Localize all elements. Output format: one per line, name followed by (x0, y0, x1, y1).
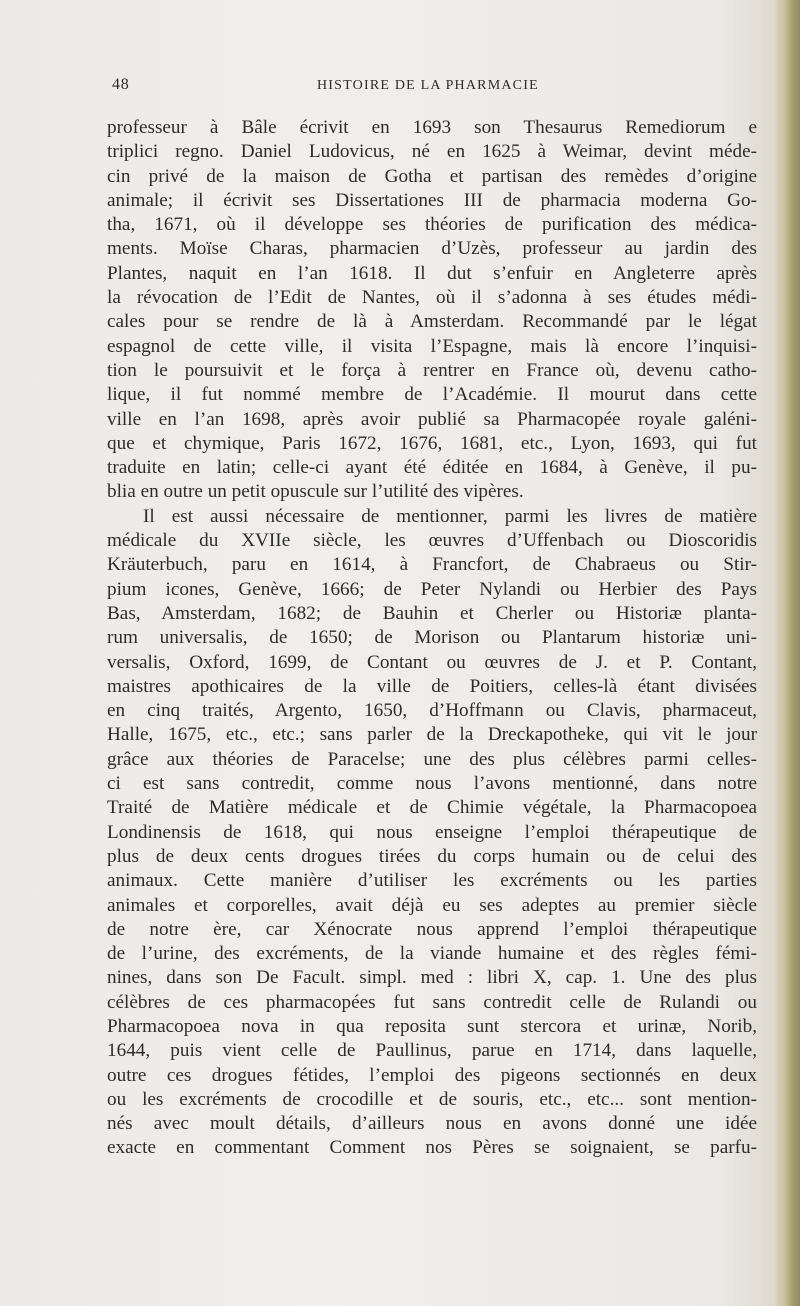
text-line: Halle, 1675, etc., etc.; sans parler de la Dreckapotheke, qui vit le jour (107, 724, 757, 746)
text-line: traduite en latin; celle-ci ayant été éditée en 1684, à Genève, il pu- (107, 457, 757, 479)
text-line: tion le poursuivit et le força à rentrer en France où, devenu catho- (107, 359, 757, 381)
page-edge-shadow (774, 0, 800, 1306)
text-line: lique, il fut nommé membre de l’Académie. Il mourut dans cette (107, 384, 757, 406)
text-line: triplici regno. Daniel Ludovicus, né en 1625 à Weimar, devint méde- (107, 141, 757, 163)
text-line: ments. Moïse Charas, pharmacien d’Uzès, professeur au jardin des (107, 238, 757, 260)
text-line: cales pour se rendre de là à Amsterdam. Recommandé par le légat (107, 311, 757, 333)
text-line: 1644, puis vient celle de Paullinus, parue en 1714, dans laquelle, (107, 1040, 757, 1062)
text-line: Kräuterbuch, paru en 1614, à Francfort, de Chabraeus ou Stir- (107, 554, 757, 576)
page-number: 48 (112, 76, 130, 93)
text-line: en cinq traités, Argento, 1650, d’Hoffmann ou Clavis, pharmaceut, (107, 700, 757, 722)
text-line: Pharmacopoea nova in qua reposita sunt stercora et urinæ, Norib, (107, 1015, 757, 1037)
text-line: ci est sans contredit, comme nous l’avons mentionné, dans notre (107, 773, 757, 795)
text-line: professeur à Bâle écrivit en 1693 son Thesaurus Remediorum e (107, 117, 757, 138)
text-line: outre ces drogues fétides, l’emploi des pigeons sectionnés en deux (107, 1064, 757, 1086)
body-text (107, 116, 757, 1161)
text-line: cin privé de la maison de Gotha et partisan des remèdes d’origine (107, 165, 757, 187)
text-line: nés avec moult détails, d’ailleurs nous en avons donné une idée (107, 1113, 757, 1135)
text-line: Londinensis de 1618, qui nous enseigne l’emploi thérapeutique de (107, 821, 757, 843)
text-line: Il est aussi nécessaire de mentionner, parmi les livres de matière (143, 505, 757, 527)
text-line: pium icones, Genève, 1666; de Peter Nylandi ou Herbier des Pays (107, 578, 757, 600)
text-line: espagnol de cette ville, il visita l’Espagne, mais là encore l’inquisi- (107, 335, 757, 357)
text-line: Plantes, naquit en l’an 1618. Il dut s’enfuir en Angleterre après (107, 262, 757, 284)
text-line: de l’urine, des excréments, de la viande humaine et des règles fémi- (107, 943, 757, 965)
text-line: grâce aux théories de Paracelse; une des plus célèbres parmi celles- (107, 748, 757, 770)
text-line: que et chymique, Paris 1672, 1676, 1681, etc., Lyon, 1693, qui fut (107, 432, 757, 454)
text-line: plus de deux cents drogues tirées du corps humain ou de celui des (107, 845, 757, 867)
text-line: tha, 1671, où il développe ses théories de purification des médica- (107, 214, 757, 236)
text-line: Bas, Amsterdam, 1682; de Bauhin et Cherler ou Historiæ planta- (107, 602, 757, 624)
text-line: Traité de Matière médicale et de Chimie végétale, la Pharmacopoea (107, 797, 757, 819)
running-title: HISTOIRE DE LA PHARMACIE (317, 78, 539, 93)
text-line: blia en outre un petit opuscule sur l’utilité des vipères. (107, 481, 524, 503)
text-line: médicale du XVIIe siècle, les œuvres d’Uffenbach ou Dioscoridis (107, 530, 757, 552)
text-line: ville en l’an 1698, après avoir publié sa Pharmacopée royale galéni- (107, 408, 757, 430)
text-line: animales et corporelles, avait déjà eu ses adeptes au premier siècle (107, 894, 757, 916)
text-line: ou les excréments de crocodille et de souris, etc., etc... sont mention- (107, 1088, 757, 1110)
text-line: animale; il écrivit ses Dissertationes III de pharmacia moderna Go- (107, 189, 757, 211)
text-line: versalis, Oxford, 1699, de Contant ou œuvres de J. et P. Contant, (107, 651, 757, 673)
text-line: célèbres de ces pharmacopées fut sans contredit celle de Rulandi ou (107, 991, 757, 1013)
text-line: de notre ère, car Xénocrate nous apprend l’emploi thérapeutique (107, 918, 757, 940)
text-line: maistres apothicaires de la ville de Poitiers, celles-là étant divisées (107, 675, 757, 697)
text-line: exacte en commentant Comment nos Pères se soignaient, se parfu- (107, 1137, 757, 1159)
text-line: animaux. Cette manière d’utiliser les excréments ou les parties (107, 870, 757, 892)
text-line: nines, dans son De Facult. simpl. med : libri X, cap. 1. Une des plus (107, 967, 757, 989)
text-line: la révocation de l’Edit de Nantes, où il s’adonna à ses études médi- (107, 287, 757, 309)
text-line: rum universalis, de 1650; de Morison ou Plantarum historiæ uni- (107, 627, 757, 649)
page-header (112, 76, 752, 98)
